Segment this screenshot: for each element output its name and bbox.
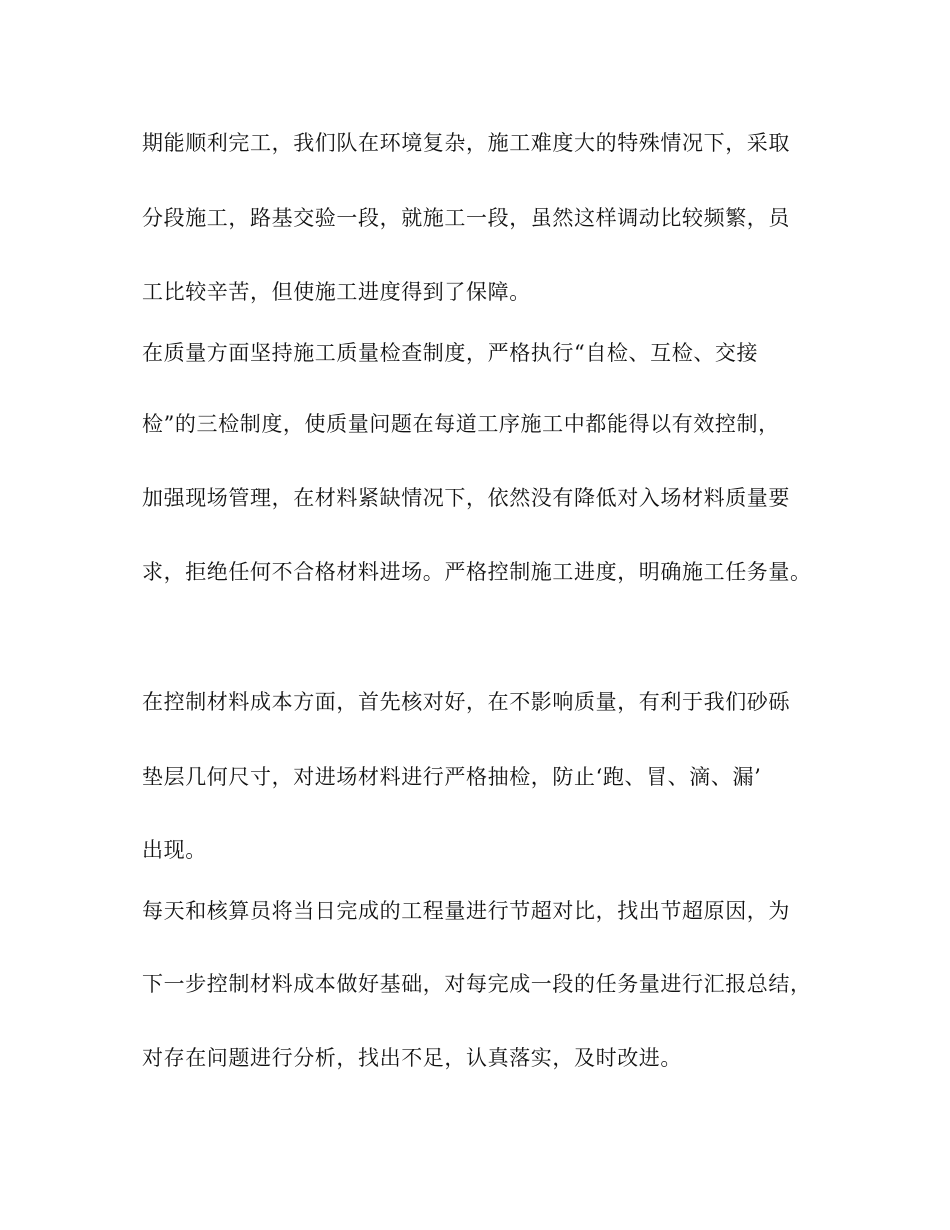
text-line: 检”的三检制度，使质量问题在每道工序施工中都能得以有效控制， <box>142 412 780 436</box>
text-line: 出现。 <box>142 838 207 862</box>
text-line: 加强现场管理，在材料紧缺情况下，依然没有降低对入场材料质量要 <box>142 486 790 510</box>
text-line: 期能顺利完工，我们队在环境复杂，施工难度大的特殊情况下，采取 <box>142 131 790 155</box>
text-line: 在质量方面坚持施工质量检查制度，严格执行“自检、互检、交接 <box>142 341 759 365</box>
text-line: 在控制材料成本方面，首先核对好，在不影响质量，有利于我们砂砾 <box>142 690 790 714</box>
text-line: 下一步控制材料成本做好基础，对每完成一段的任务量进行汇报总结， <box>142 972 812 996</box>
text-line: 垫层几何尺寸，对进场材料进行严格抽检，防止‘跑、冒、滴、漏’ <box>142 765 762 789</box>
text-line: 求，拒绝任何不合格材料进场。严格控制施工进度，明确施工任务量。 <box>142 560 812 584</box>
text-line: 每天和核算员将当日完成的工程量进行节超对比，找出节超原因，为 <box>142 899 790 923</box>
text-line: 分段施工，路基交验一段，就施工一段，虽然这样调动比较频繁，员 <box>142 206 790 230</box>
text-line: 对存在问题进行分析，找出不足，认真落实，及时改进。 <box>142 1046 682 1070</box>
text-line: 工比较辛苦，但使施工进度得到了保障。 <box>142 280 531 304</box>
